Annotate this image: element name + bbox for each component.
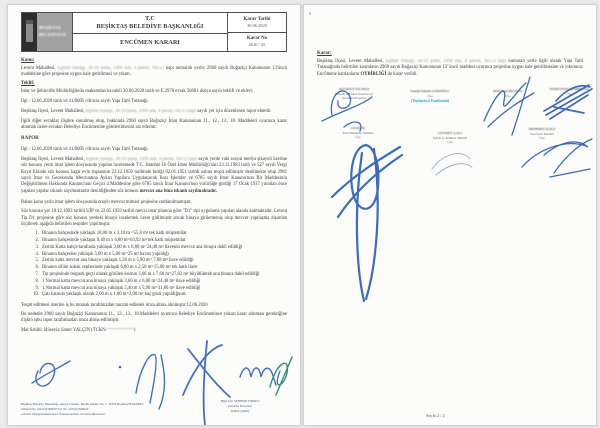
rapor-paragraph-2: Bahse konu yerin imar işlem dosyasında onaylı mevcut mimari projesine rastlanılmamıştır.	[21, 199, 192, 205]
decision-no-value: 2020 / 45	[248, 42, 266, 48]
ilgi-line-2: İlgi : 12.06.2020 tarih ve 41/0005 cilt/sıra sayılı Yapı Tatil Tutanağı.	[21, 146, 149, 152]
signature-scribble	[432, 154, 472, 175]
rapor-paragraph-3: Söz konusu yer 10.12.1993 tarihli UİP ve 22.05.1959 tarihli mevzi imar planına göre "D1" tipi uygulama yapılan alanda kalmaktadır. Levent Tip D1 projesine göre söz konusu yerdeki binaya incelemek üzere gidilmiştir ancak binaya girilememiş olup mevcut yapılaşma dışardan ölçülerek aşağıda belirtilen tespitler yapılmıştır.	[21, 209, 287, 227]
logo-text-line2: BELEDİYESİ	[39, 32, 66, 37]
signature-scribble	[522, 139, 592, 177]
decision-section	[304, 5, 596, 78]
signer-finance-director: OZAN İŞ Mali Hizmetler Müdürü Üye	[342, 126, 374, 140]
list-item: 9. 1.Normal katta mevcut ana binaya yaklaşık 5,40 m x 5,90 m=31,86 m² ilave edildiği	[35, 285, 201, 291]
findings-list	[27, 231, 287, 298]
forwarding-paragraph: İlgili diğer evraklar ilişikte sunulmuş olup, hakkında 2960 sayılı Boğaziçi İmar Kanununun 11., 12., 13., 18. Maddeleri uyarınca karar alınmak üzere evrakın Belediye Encümenine gönderilmesini arz ederim.	[21, 118, 287, 130]
owner-line: Mal Sahibi: Hüseyin Soner YALÇIN (TCKN: ***********)	[21, 327, 136, 333]
karar-paragraph: Beşiktaş İlçesi, Levent Mahallesi, Eğitim Sokağı, 36-19 pafta, 1490 ada, 4 parsel, No:13 kapı numaralı yerle ilgili olarak Yapı Tatil Tutanağında belirtilen kısımların 2960 sayılı Boğaziçi Kanununun 13' üncü maddesi uyarınca projesine uygun hale getirilmesine ve yıkımına; Encümene katılanların OYBİRLİĞİ ile karar verildi.	[317, 58, 583, 77]
signer-clerk-director: MEHMET KAYA Yazı İşleri Müdürü Üye	[528, 127, 556, 141]
signature-scribble	[270, 357, 292, 395]
signer-member-absent: İsmail Selçuk ÇUROĞLU Üye (Toplantıya Katılmadı)	[392, 89, 468, 104]
logo-text-line1: BEŞİKTAŞ	[39, 25, 61, 31]
signature-dot	[119, 366, 122, 369]
signer-member: HALİL KARAGÜL Üye	[493, 89, 523, 98]
redacted-tckn: ***********	[108, 327, 134, 333]
list-item: 2. Binanın bahçesinde yaklaşık 9,40 m x 6,80 m=63,92 m² tek katlı müştemilat	[35, 237, 186, 243]
closing-paragraph-2: Bu nedenle 2960 sayılı Boğaziçi Kanununun 11., 12., 13., 18.Maddeleri uyarınca Belediye Encümenince yukarı karar alınması gerektiğine ilişkin işbu rapor tarafımızdan imza altına edilmiştir.	[21, 311, 287, 324]
konu-paragraph: Levent Mahallesi, Eğitim Sokağı, 36-19 pafta, 1490 ada, 4 parsel, No:13 kapı numaralı yerin; 2960 sayılı Boğaziçi Kanununun 13'üncü maddesine göre projesine uygun hale getirilmesi ve yıkım.	[21, 65, 287, 77]
signature-scribble	[332, 147, 402, 301]
signer-estate-director: CEVDET ÇALI Emlak ve İstimlak Müdürü Üye	[432, 131, 468, 145]
document-page-1	[7, 4, 301, 426]
list-item: 3. Zemin Katta bahçe tarafında yaklaşık 3,60 m x 6,80 m=24,48 m² ilavenin mevcut ana binaya dahil edildiği	[35, 244, 243, 250]
list-item: 8. 1.Normal katta mevcut ana binaya yaklaşık 3,60 m x 6,80 m=24,48 m² ilave edildiği	[35, 278, 201, 284]
rapor-heading: RAPOR	[21, 136, 39, 142]
ilgi-line-1: İlgi : 12.06.2020 tarih ve 41/0005 cilt/sıra sayılı Yapı Tatil Tutanağı.	[21, 99, 149, 105]
closing-paragraph-1: Tespit edilmesi üzerine iş bu tutanak tarafımızdan tanzim edilerek imza altına alınmıştır.12.06.2020	[21, 302, 208, 308]
unanimity-bold: OYBİRLİĞİ	[360, 71, 387, 77]
signature-scribble	[351, 145, 378, 209]
absent-note: (Toplantıya Katılmadı)	[410, 99, 450, 104]
document-header-table	[21, 12, 287, 52]
rapor-paragraph-1: Beşiktaş İlçesi, Levent Mahallesi, Eğitim Sokağı, 36-19 pafta, 1490 ada, 4 parsel, No:13 kapı sayılı yerde vaki sosyal medya şikayeti üzerine söz konusu yerin imar işlem dosyasında yapılan incelemede T.C. İstanbul İli Özel İdare Müdürlüğü'nün 23.11.1983 tarih ve 527 sayılı Vergi Kayıt Ekinde söz konusu kagir evin inşaatının 22.12.1950 tarihinde bittiği 02.01.1951 tarihli zabıta tespit edilmiştir denilmekte olup 2981 sayılı İmar ve Gecekondu Mevzuatına Aykırı Yapılara Uygulanacak Bazı İşlemler ve 6785 sayılı İmar Kanunu'nun Bir Maddesinin Değiştirilmesi Hakkında Kanunu'nun Geçici 2.Maddesine göre 6785 sayılı İmar Kanunu'nun yürürlüğe girdiği 17 Ocak 1937 yılından önce yapılan yapılar iskanlı sayılmaktadır denildiğinden söz konusu mevcut ana bina iskanlı sayılmaktadır.	[21, 157, 287, 194]
redacted-text: Eğitim Sokağı, 36-19 pafta, 1490 ada, 4 parsel, No:13	[57, 65, 164, 71]
document-page-2	[303, 4, 597, 426]
konu-label: Konu:	[21, 58, 35, 63]
teklif-label: Teklif:	[21, 81, 35, 87]
tower-emblem-icon	[22, 13, 37, 51]
list-item: 10. Çatı katında yaklaşık olarak 2,00 m x 1,00 m=2,00 m² kuş gözü yapıldığının;	[33, 292, 187, 298]
list-item: 5. Zemin katta mevcut ana binaya yaklaşık 1,20 m x 5,90 m= 7,08 m² ilave edildiği	[35, 258, 194, 264]
decision-no-label: Karar No	[246, 36, 268, 42]
teklif-paragraph: İmar ve Şehircilik Müdürlüğünün makamdan havaleli 30.06.2020 tarih ve E.2978 evrak 56681 dosya sayılı teklifi ve ekleri;	[21, 88, 254, 94]
document-type-title: ENCÜMEN KARARI	[120, 38, 180, 46]
footer-contact-block: Bilgi için: ŞEBNEM FIRINCI Kararlar Personeli Dahili (dahili)	[220, 399, 260, 414]
document-body	[8, 52, 300, 334]
decision-date-label: Karar Tarihi	[243, 16, 271, 22]
list-item: 7. Tip projesinde otopark geçti olarak görülen kısmın 3,66 m x 7,60 m=27,82 m² büyütülerek ana binaya dahil edildiği	[35, 271, 260, 277]
handwritten-signatures-page2	[304, 69, 596, 319]
decision-date-value: 30.06.2020	[247, 22, 267, 28]
header-tc: T.C	[145, 14, 155, 22]
redacted-text: Eğitim Sokağı, 36-19 pafta, 1490 ada, 4 parsel, No:13 kapı	[85, 109, 197, 115]
list-item: 4. Binanın bahçesine yaklaşık 5,00 m x 5,00 m=25 m² havuz yapıldığı	[35, 251, 169, 257]
signature-scribble	[136, 354, 165, 409]
redacted-text: Eğitim Sokağı, 36-19 pafta, 1490 ada, 4 parsel, No:13 kapı	[385, 58, 507, 64]
report-intro-paragraph: Beşiktaş İlçesi, Levent Mahallesi, Eğitim Sokağı, 36-19 pafta, 1490 ada, 4 parsel, No:13 kapı sayılı yer için düzenlenen rapor ektedir.	[21, 109, 272, 115]
karar-label: Karar:	[317, 51, 332, 56]
list-item: 6. Binanın silüm sokak cephesinde yaklaşık 6,00 m x 2,50 m=15,00 m² tek katlı ilave	[35, 265, 198, 271]
signature-scribble	[32, 361, 70, 386]
signature-scribble	[240, 368, 276, 385]
bold-conclusion: mevcut ana bina iskanlı sayılmaktadır.	[139, 188, 217, 194]
scan-artifact-mark: ᵴ	[309, 11, 312, 17]
list-item: 1. Binanın bahçesinde yaklaşık 18,00 m x 3,10 m =55,8 m² tek katlı müştemilat	[35, 231, 187, 237]
redacted-text: Eğitim Sokağı, 36-19 pafta, 1490 ada, 4 parsel, No:13 kapı	[85, 157, 198, 163]
municipality-logo	[22, 13, 73, 51]
footer-address-block: Beşiktaş Belediye Başkanlığı, Akçay Caddesi, Bazlık Sokak, No: 1, 34353 Beşiktaş/İSTANBUL Telefon No: (0212)2369620 Fax No: (0212)2369629 e-Posta: bilgi@besiktas.bel.tr İnternet Adresi: www.besiktas.bel.tr	[21, 402, 145, 417]
header-org-title: BEŞİKTAŞ BELEDİYE BAŞKANLIĞI	[96, 22, 204, 30]
scan-artifact-mark: ˙	[585, 9, 587, 15]
signer-member: NURETTİN DEMİRCAN Üye	[549, 87, 589, 96]
signer-chairman: ALİ RIZA YILMAZ (Belediye Başkan Yardımcısı) Encümen Başkanı	[334, 87, 374, 101]
page-number: Sayfa 2 / 2	[426, 413, 445, 418]
